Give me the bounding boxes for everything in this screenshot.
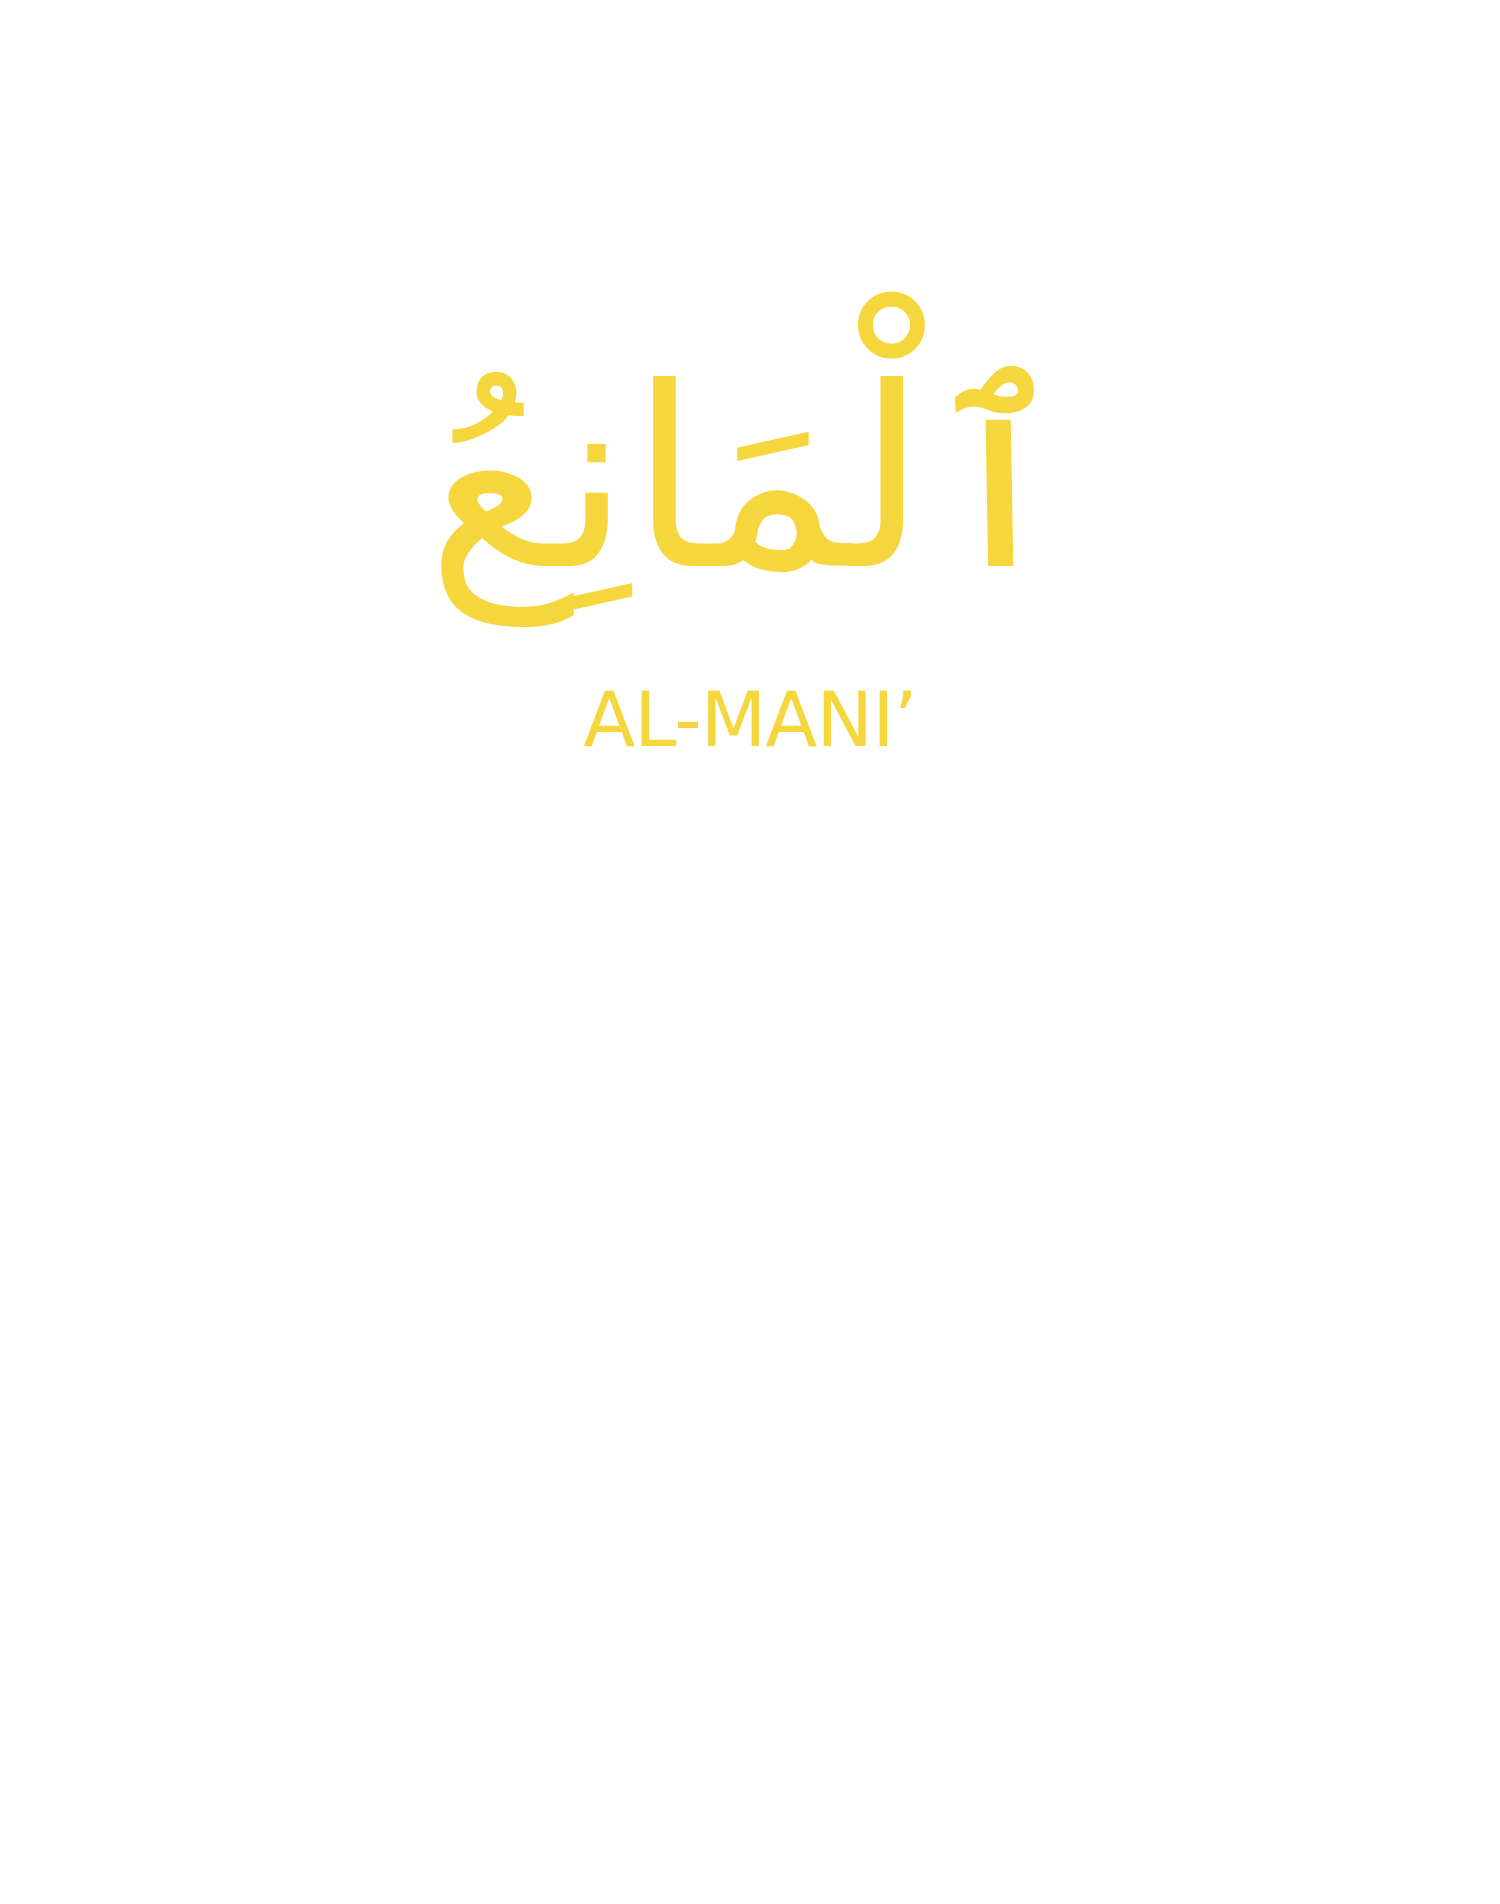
transliteration-title: AL-MANI’ bbox=[583, 675, 917, 764]
arabic-calligraphy-title: ٱلْمَانِعُ bbox=[427, 334, 1073, 625]
